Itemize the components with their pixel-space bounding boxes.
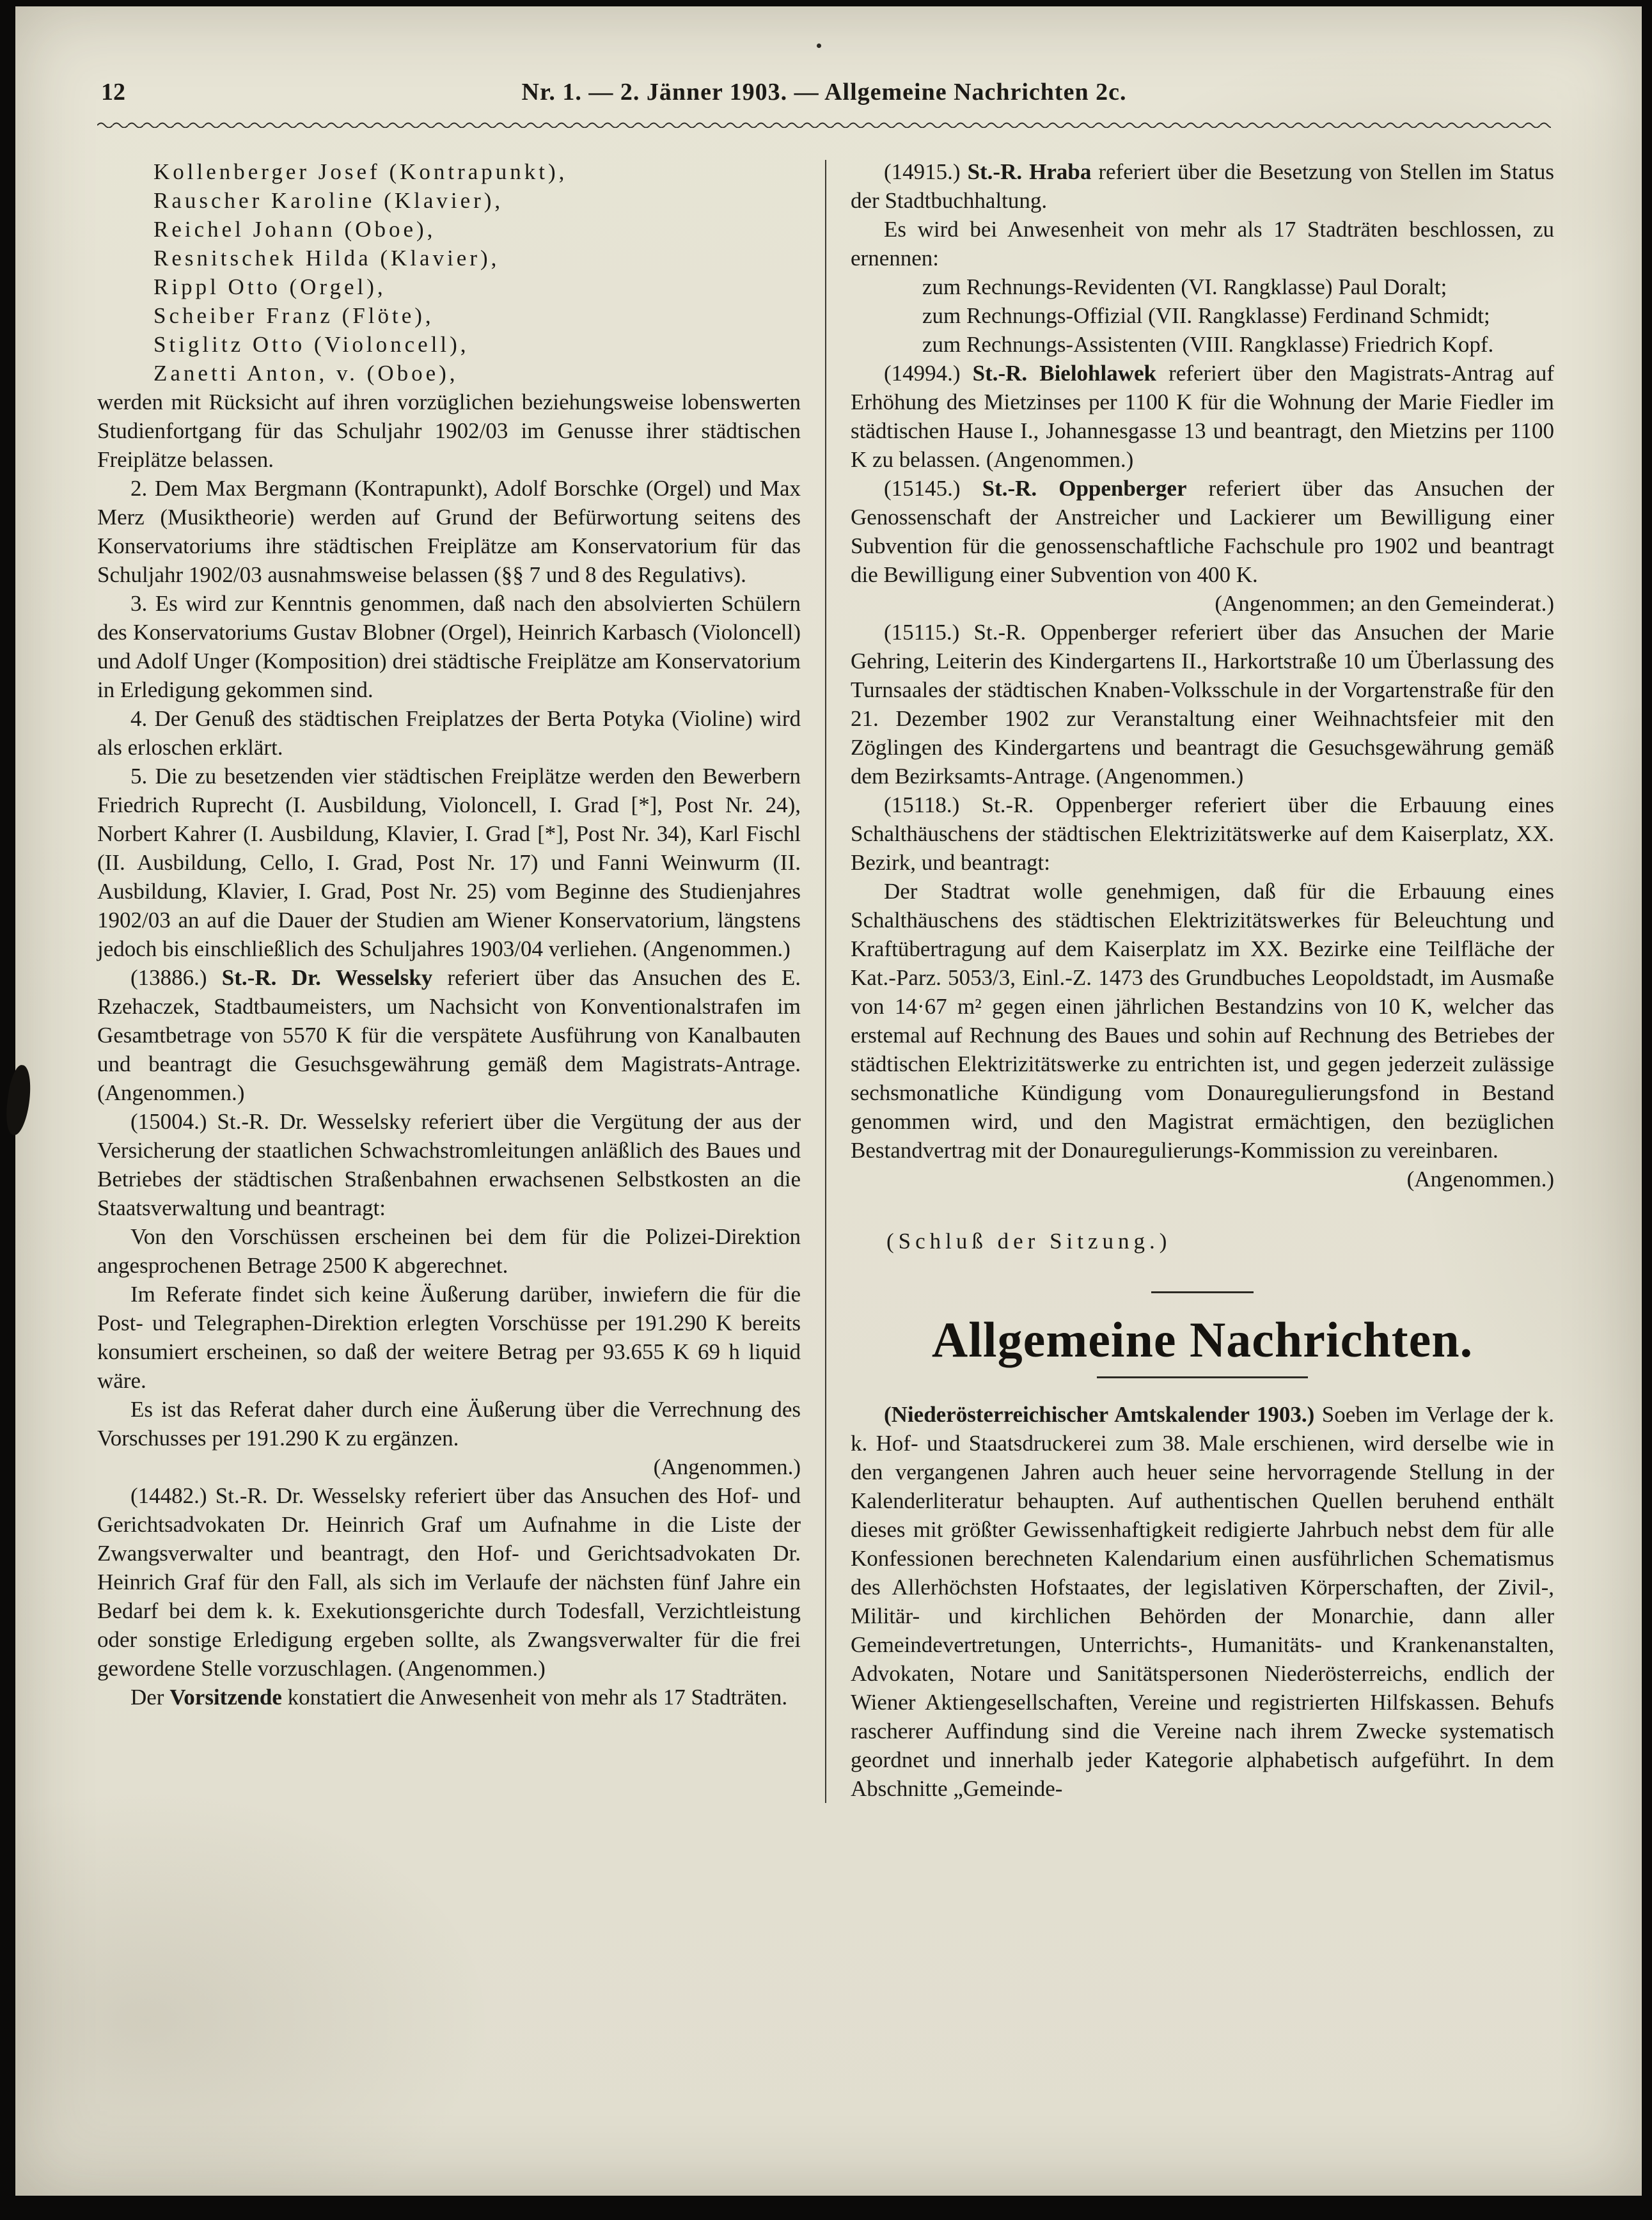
text-run: werden mit Rücksicht auf ihren vorzüglichen beziehungsweise lobenswerten Studienfortgang für das Schuljahr 1902/03 im Genusse ihrer städtischen Freiplätze belassen. — [97, 390, 801, 472]
text-run: Stiglitz Otto (Violoncell), — [153, 332, 469, 357]
text-run: Reichel Johann (Oboe), — [153, 217, 436, 242]
paragraph — [851, 791, 1554, 877]
paragraph — [97, 704, 801, 762]
text-run: (15115.) St.-R. Oppenberger referiert über das Ansuchen der Marie Gehring, Leiterin des Kindergartens II., Harkortstraße 10 um Überlassung des Turnsaales der städtischen Knaben-Volksschule in der Vorgartenstraße für den 21. Dezember 1902 zur Veranstaltung einer Weihnachtsfeier mit den Zöglingen des Kindergartens und beantragt die Gesuchsgewährung gemäß dem Bezirksamts-Antrage. (Angenommen.) — [851, 620, 1554, 789]
text-run: 2. Dem Max Bergmann (Kontrapunkt), Adolf Borschke (Orgel) und Max Merz (Musiktheorie) werden auf Grund der Befürwortung seitens des Konservatoriums ihre städtischen Freiplätze am Konservatorium für das Schuljahr 1902/03 ausnahmsweise belassen (§§ 7 und 8 des Regulativs). — [97, 476, 801, 587]
text-run: referiert über das Ansuchen der Genossenschaft der Anstreicher und Lackierer um Bewilligung einer Subvention für die genossenschaftliche Fachschule pro 1902 und beantragt die Bewilligung einer Subvention von 400 K. — [851, 476, 1555, 587]
text-run: Der — [130, 1685, 170, 1710]
text-run: zum Rechnungs-Revidenten (VI. Rangklasse) Paul Doralt; — [922, 274, 1447, 299]
name-line — [97, 301, 801, 330]
text-run: Rippl Otto (Orgel), — [153, 274, 386, 299]
resolution-note — [851, 589, 1554, 618]
text-run: Es ist das Referat daher durch eine Äußerung über die Verrechnung des Vorschusses per 191.290 K zu ergänzen. — [97, 1397, 801, 1451]
page-header — [97, 78, 1551, 114]
paragraph — [97, 963, 801, 1107]
resolution-note — [97, 1452, 801, 1481]
name-line — [97, 215, 801, 244]
header-title: Nr. 1. — 2. Jänner 1903. — Allgemeine Nachrichten 2c. — [521, 79, 1127, 106]
text-run: (Schluß der Sitzung.) — [886, 1229, 1172, 1254]
bold-run: St.-R. Bielohlawek — [972, 361, 1157, 386]
text-run: (Angenommen; an den Gemeinderat.) — [1215, 591, 1554, 616]
right-column — [826, 157, 1554, 1803]
text-run: zum Rechnungs-Assistenten (VIII. Rangklasse) Friedrich Kopf. — [922, 332, 1494, 357]
paragraph — [851, 877, 1554, 1165]
text-run: Der Stadtrat wolle genehmigen, daß für die Erbauung eines Schalthäuschens des städtischen Elektrizitätswerkes für Beleuchtung und Kraftübertragung auf dem Kaiserplatz im XX. Bezirke eine Teilfläche der Kat.-Parz. 5053/3, Einl.-Z. 1473 des Grundbuches Leopoldstadt, im Ausmaße von 14·67 m² gegen einen jährlichen Bestandzins von 10 K, welcher das erstemal auf Rechnung des Baues und sohin auf Rechnung des Betriebes der städtischen Elektrizitätswerke zu entrichten ist, und gegen jederzeit zulässige sechsmonatliche Kündigung vom Donauregulierungsfond in Bestand genommen wird, und den Magistrat ermächtigen, den bezüglichen Bestandvertrag mit der Donauregulierungs-Kommission zu vereinbaren. — [851, 879, 1554, 1163]
text-run: Kollenberger Josef (Kontrapunkt), — [153, 159, 568, 184]
paragraph — [97, 1222, 801, 1280]
appointment-line — [851, 330, 1554, 359]
text-run: zum Rechnungs-Offizial (VII. Rangklasse) Ferdinand Schmidt; — [922, 303, 1490, 328]
section-heading: Allgemeine Nachrichten. — [931, 1312, 1474, 1367]
text-run: (15004.) St.-R. Dr. Wesselsky referiert über die Vergütung der aus der Versicherung der staatlichen Schwachstromleitungen anläßlich des Baues und Betriebes der städtischen Straßenbahnen erwachsenen Selbstkosten an die Staatsverwaltung und beantragt: — [97, 1109, 801, 1220]
name-line — [97, 244, 801, 272]
paragraph — [851, 359, 1554, 474]
paragraph — [851, 618, 1554, 791]
text-run: konstatiert die Anwesenheit von mehr als 17 Stadträten. — [281, 1685, 788, 1710]
name-line — [97, 186, 801, 215]
text-run: Resnitschek Hilda (Klavier), — [153, 246, 500, 271]
bold-run: St.-R. Hraba — [967, 159, 1092, 184]
page-content — [15, 6, 1642, 2196]
bold-run: Vorsitzende — [169, 1685, 282, 1710]
name-line — [97, 330, 801, 359]
left-column — [97, 157, 825, 1803]
paragraph — [97, 388, 801, 474]
wavy-rule-decoration — [97, 120, 1551, 128]
text-run: 4. Der Genuß des städtischen Freiplatzes der Berta Potyka (Violine) wird als erloschen erklärt. — [97, 706, 801, 760]
text-run: referiert über die Besetzung von Stellen im Status der Stadtbuchhaltung. — [851, 159, 1554, 213]
appointment-line — [851, 301, 1554, 330]
paper-sheet — [15, 6, 1642, 2196]
text-run: Soeben im Verlage der k. k. Hof- und Staatsdruckerei zum 38. Male erschienen, wird derselbe wie in den vergangenen Jahren auch heuer seine hervorragende Stellung in der Kalenderliteratur behaupten. Auf authentischen Quellen beruhend enthält dieses mit größter Gewissenhaftigkeit redigierte Jahrbuch nebst dem für alle Konfessionen berechneten Kalendarium einen ausführlichen Schematismus des Allerhöchsten Hofstaates, der legislativen Körperschaften, der Zivil-, Militär- und kirchlichen Behörden der Monarchie, dann aller Gemeindevertretungen, Unterrichts-, Humanitäts- und Krankenanstalten, Advokaten, Notare und Sanitätspersonen Niederösterreichs, endlich der Wiener Aktiengesellschaften, Vereine und registrierten Hilfskassen. Behufs rascherer Auffindung sind die Vereine nach ihrem Zwecke systematisch geordnet und innerhalb jeder Kategorie alphabetisch aufgeführt. In dem Abschnitte „Gemeinde- — [851, 1402, 1554, 1801]
text-run: Scheiber Franz (Flöte), — [153, 303, 434, 328]
paragraph — [97, 589, 801, 704]
page-number: 12 — [101, 79, 125, 106]
name-line — [97, 272, 801, 301]
bold-run: St.-R. Dr. Wesselsky — [221, 965, 433, 990]
paragraph — [97, 1395, 801, 1452]
text-run: (Angenommen.) — [653, 1454, 801, 1479]
text-run: Von den Vorschüssen erscheinen bei dem für die Polizei-Direktion angesprochenen Betrage 2500 K abgerechnet. — [97, 1224, 801, 1278]
name-line — [97, 157, 801, 186]
text-run: referiert über das Ansuchen des E. Rzehaczek, Stadtbaumeisters, um Nachsicht von Konventionalstrafen im Gesamtbetrage von 5570 K für die verspätete Ausführung von Kanalbauten und beantragt die Gesuchsgewährung gemäß dem Magistrats-Antrage. (Angenommen.) — [97, 965, 801, 1105]
paragraph — [97, 1107, 801, 1222]
text-run: (15118.) St.-R. Oppenberger referiert über die Erbauung eines Schalthäuschens der städtischen Elektrizitätswerke auf dem Kaiserplatz, XX. Bezirk, und beantragt: — [851, 792, 1554, 875]
text-run: (15145.) — [884, 476, 982, 501]
paragraph — [851, 215, 1554, 272]
session-end-note — [851, 1227, 1554, 1256]
text-run: (Angenommen.) — [1406, 1167, 1554, 1192]
text-run: (14482.) St.-R. Dr. Wesselsky referiert über das Ansuchen des Hof- und Gerichtsadvokaten Dr. Heinrich Graf um Aufnahme in die Liste der Zwangsverwalter und beantragt, den Hof- und Gerichtsadvokaten Dr. Heinrich Graf für den Fall, als sich im Verlaufe der nächsten fünf Jahre ein Bedarf bei dem k. k. Exekutionsgerichte durch Todesfall, Verzichtleistung oder sonstige Erledigung ergeben sollte, als Zwangsverwalter für die frei gewordene Stelle vorzuschlagen. (Angenommen.) — [97, 1483, 801, 1681]
section-divider — [1097, 1376, 1308, 1378]
text-run: Rauscher Karoline (Klavier), — [153, 188, 504, 213]
two-column-layout — [97, 157, 1555, 1803]
text-run: 3. Es wird zur Kenntnis genommen, daß nach den absolvierten Schülern des Konservatoriums Gustav Blobner (Orgel), Heinrich Karbasch (Violoncell) und Adolf Unger (Komposition) drei städtische Freiplätze am Konservatorium in Erledigung gekommen sind. — [97, 591, 801, 702]
appointment-line — [851, 272, 1554, 301]
text-run: Es wird bei Anwesenheit von mehr als 17 Stadträten beschlossen, zu ernennen: — [851, 217, 1554, 271]
text-run: (13886.) — [130, 965, 222, 990]
paragraph — [97, 1683, 801, 1712]
bold-run: (Niederösterreichischer Amtskalender 1903.) — [884, 1402, 1315, 1427]
text-run: Im Referate findet sich keine Äußerung darüber, inwiefern die für die Post- und Telegraphen-Direktion erlegten Vorschüsse per 191.290 K bereits konsumiert erscheinen, so daß der weitere Betrag per 93.655 K 69 h liquid wäre. — [97, 1282, 801, 1393]
text-run: (14994.) — [884, 361, 973, 386]
text-run: Zanetti Anton, v. (Oboe), — [153, 361, 459, 386]
text-run: 5. Die zu besetzenden vier städtischen Freiplätze werden den Bewerbern Friedrich Ruprecht (I. Ausbildung, Violoncell, I. Grad [*], Post Nr. 24), Norbert Kahrer (I. Ausbildung, Klavier, I. Grad [*], Post Nr. 34), Karl Fischl (II. Ausbildung, Cello, I. Grad, Post Nr. 17) und Fanni Weinwurm (II. Ausbildung, Klavier, I. Grad, Post Nr. 25) vom Beginne des Studienjahres 1902/03 an auf die Dauer der Studien am Wiener Konservatorium, längstens jedoch bis einschließlich des Schuljahres 1903/04 verliehen. (Angenommen.) — [97, 764, 801, 961]
paragraph — [97, 1280, 801, 1395]
paragraph — [97, 474, 801, 589]
name-line — [97, 359, 801, 388]
paragraph — [851, 1400, 1554, 1803]
text-run: referiert über den Magistrats-Antrag auf Erhöhung des Mietzinses per 1100 K für die Wohnung der Marie Fiedler im städtischen Hause I., Johannesgasse 13 und beantragt, den Mietzins per 1100 K zu belassen. (Angenommen.) — [851, 361, 1554, 472]
bold-run: St.-R. Oppenberger — [982, 476, 1187, 501]
paragraph — [97, 762, 801, 963]
text-run: (14915.) — [884, 159, 968, 184]
paragraph — [851, 474, 1554, 589]
paragraph — [97, 1481, 801, 1683]
paragraph — [851, 157, 1554, 215]
section-divider — [1151, 1291, 1254, 1293]
resolution-note — [851, 1165, 1554, 1193]
